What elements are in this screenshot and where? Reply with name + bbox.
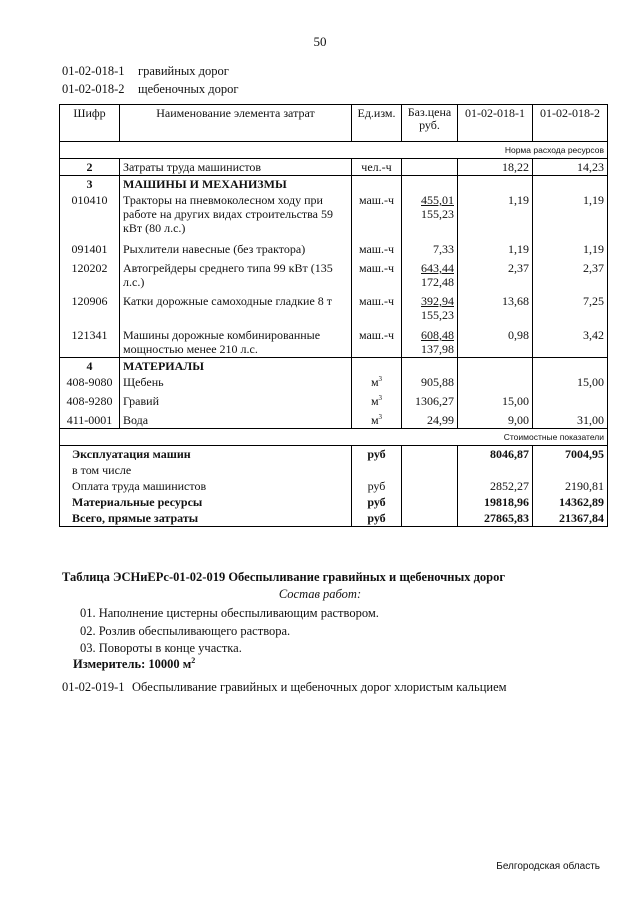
next-table-title: Таблица ЭСНиЕРс-01-02-019 Обеспыливание гравийных и щебеночных дорог	[62, 570, 506, 584]
row-value-1: 9,00	[458, 409, 533, 429]
row-unit: $м^3$	[352, 374, 402, 390]
section-number: 3	[60, 176, 120, 193]
code: 01-02-018-1	[62, 64, 125, 78]
code-name: щебеночных дорог	[138, 82, 239, 96]
row-price-labor: 155,23	[421, 308, 454, 322]
work-item: 03. Повороты в конце участка.	[80, 641, 242, 655]
table-row	[60, 257, 608, 290]
header-col2: 01-02-018-2	[533, 105, 608, 142]
code: 01-02-018-2	[62, 82, 125, 96]
section-title: МАТЕРИАЛЫ	[120, 358, 352, 375]
code-name: гравийных дорог	[138, 64, 229, 78]
total-name: в том числе	[60, 462, 352, 478]
row-value-1: 1,19	[458, 236, 533, 257]
total-unit: руб	[352, 478, 402, 494]
total-value-1: 8046,87	[458, 446, 533, 463]
row-unit: маш.-ч	[352, 236, 402, 257]
total-value-2: 14362,89	[533, 494, 608, 510]
row-code: 120202	[60, 257, 120, 290]
row-value-2: 1,19	[533, 236, 608, 257]
row-value-2: 14,23	[533, 159, 608, 176]
header-name: Наименование элемента затрат	[120, 105, 352, 142]
row-price: 608,48	[421, 328, 454, 342]
row-price: 455,01	[421, 193, 454, 207]
row-name: Рыхлители навесные (без трактора)	[120, 236, 352, 257]
total-value-2: 21367,84	[533, 510, 608, 527]
total-value-2: 7004,95	[533, 446, 608, 463]
row-value-1: 18,22	[458, 159, 533, 176]
row-value-2: 15,00	[533, 374, 608, 390]
row-value-1: 13,68	[458, 290, 533, 323]
row-value-2: 3,42	[533, 323, 608, 358]
row-value-2: 1,19	[533, 192, 608, 236]
row-value-1: 0,98	[458, 323, 533, 358]
work-composition-heading: Состав работ:	[278, 587, 362, 601]
row-code: 121341	[60, 323, 120, 358]
code-line-019	[62, 680, 507, 695]
table-row	[60, 409, 608, 429]
row-price: 905,88	[402, 374, 458, 390]
subheader-norm-row	[60, 142, 608, 159]
total-row	[60, 478, 608, 494]
row-value-2: 2,37	[533, 257, 608, 290]
section-title: МАШИНЫ И МЕХАНИЗМЫ	[120, 176, 352, 193]
row-price: 7,33	[402, 236, 458, 257]
row-name: Машины дорожные комбинированные мощностью менее 210 л.с.	[120, 323, 352, 358]
header-unit: Ед.изм.	[352, 105, 402, 142]
total-name: Оплата труда машинистов	[60, 478, 352, 494]
row-name: Вода	[120, 409, 352, 429]
section-row	[60, 176, 608, 193]
table-row	[60, 192, 608, 236]
row-name: Затраты труда машинистов	[120, 159, 352, 176]
total-value-2: 2190,81	[533, 478, 608, 494]
total-unit: руб	[352, 446, 402, 463]
work-item: 01. Наполнение цистерны обеспыливающим раствором.	[80, 606, 379, 620]
header-price: Баз.цена руб.	[402, 105, 458, 142]
row-value-2: 7,25	[533, 290, 608, 323]
code-line-2	[62, 82, 239, 97]
row-value-2	[533, 390, 608, 409]
row-value-1	[458, 374, 533, 390]
header-code: Шифр	[60, 105, 120, 142]
section-number: 4	[60, 358, 120, 375]
row-price: 392,94	[421, 294, 454, 308]
work-item: 02. Розлив обеспыливающего раствора.	[80, 624, 291, 638]
total-unit: руб	[352, 494, 402, 510]
code-name: Обеспыливание гравийных и щебеночных дорог хлористым кальцием	[132, 680, 507, 694]
table-header-row	[60, 105, 608, 142]
row-price: 1306,27	[402, 390, 458, 409]
table-row	[60, 290, 608, 323]
page-number: 50	[313, 34, 327, 49]
table-row	[60, 323, 608, 358]
row-code: 010410	[60, 192, 120, 236]
table-row	[60, 374, 608, 390]
total-value-1: 27865,83	[458, 510, 533, 527]
region-footer: Белгородская область	[496, 861, 600, 872]
resource-table	[59, 104, 608, 527]
row-price: 24,99	[402, 409, 458, 429]
row-value-1: 15,00	[458, 390, 533, 409]
row-code: 408-9080	[60, 374, 120, 390]
total-unit: руб	[352, 510, 402, 527]
row-unit: $м^3$	[352, 409, 402, 429]
row-code: 120906	[60, 290, 120, 323]
row-name: Катки дорожные самоходные гладкие 8 т	[120, 290, 352, 323]
total-row	[60, 462, 608, 478]
row-name: Гравий	[120, 390, 352, 409]
row-unit: маш.-ч	[352, 257, 402, 290]
row-value-1: 1,19	[458, 192, 533, 236]
subheader-norm: Норма расхода ресурсов	[60, 142, 608, 159]
row-name: Щебень	[120, 374, 352, 390]
total-row	[60, 494, 608, 510]
total-name: Материальные ресурсы	[60, 494, 352, 510]
total-name: Всего, прямые затраты	[60, 510, 352, 527]
row-unit: $м^3$	[352, 390, 402, 409]
row-code: 091401	[60, 236, 120, 257]
total-row	[60, 510, 608, 527]
subheader-cost: Стоимостные показатели	[60, 429, 608, 446]
table-row	[60, 236, 608, 257]
table-row	[60, 159, 608, 176]
row-code: 408-9280	[60, 390, 120, 409]
row-price-labor: 172,48	[421, 275, 454, 289]
total-value-1: 2852,27	[458, 478, 533, 494]
row-code: 411-0001	[60, 409, 120, 429]
header-col1: 01-02-018-1	[458, 105, 533, 142]
row-price-labor: 137,98	[421, 342, 454, 356]
code-line-1	[62, 64, 229, 79]
measure-unit: Измеритель: 10000 $м^2$	[73, 656, 196, 672]
code: 01-02-019-1	[62, 680, 125, 694]
row-value-1: 2,37	[458, 257, 533, 290]
row-name: Автогрейдеры среднего типа 99 кВт (135 л.с.)	[120, 257, 352, 290]
row-name: Тракторы на пневмоколесном ходу при работе на других видах строительства 59 кВт (80 л.с.)	[120, 192, 352, 236]
total-row	[60, 446, 608, 463]
total-name: Эксплуатация машин	[60, 446, 352, 463]
total-value-1: 19818,96	[458, 494, 533, 510]
subheader-cost-row	[60, 429, 608, 446]
row-unit: маш.-ч	[352, 192, 402, 236]
row-unit: маш.-ч	[352, 290, 402, 323]
row-price: 643,44	[421, 261, 454, 275]
row-value-2: 31,00	[533, 409, 608, 429]
section-number: 2	[60, 159, 120, 176]
row-price-labor: 155,23	[421, 207, 454, 221]
row-unit: чел.-ч	[352, 159, 402, 176]
section-row	[60, 358, 608, 375]
table-row	[60, 390, 608, 409]
row-unit: маш.-ч	[352, 323, 402, 358]
